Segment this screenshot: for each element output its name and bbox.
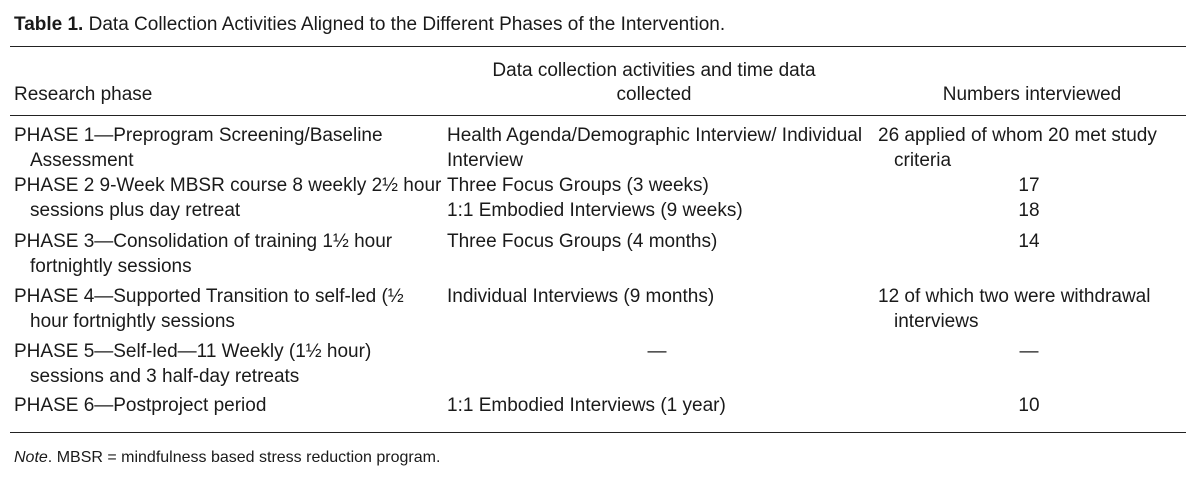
bottom-rule — [10, 432, 1186, 433]
row-activity: — — [647, 341, 667, 362]
row-number: — — [1019, 341, 1039, 362]
header-activities-line2: collected — [616, 84, 692, 105]
table-row — [0, 173, 1200, 229]
table-title: Data Collection Activities Aligned to the Different Phases of the Intervention. — [88, 14, 726, 35]
header-activities — [440, 59, 868, 107]
row-number-item: 17 — [1018, 175, 1040, 196]
row-activity: 1:1 Embodied Interviews (1 year) — [447, 395, 726, 416]
row-activity-item: Three Focus Groups (3 weeks) — [447, 175, 709, 196]
note-label: Note — [14, 449, 48, 466]
table-body — [0, 123, 1200, 423]
header-research-phase: Research phase — [14, 84, 153, 105]
table-note — [14, 447, 440, 469]
row-activity: Health Agenda/Demographic Interview/ Individual Interview — [447, 125, 863, 171]
top-rule — [10, 46, 1186, 47]
table-row — [0, 123, 1200, 173]
row-activity: Three Focus Groups (4 months) — [447, 231, 718, 252]
row-phase: PHASE 4—Supported Transition to self-led (½ hour fortnightly sessions — [14, 286, 404, 332]
row-number: 14 — [1018, 231, 1040, 252]
row-phase: PHASE 1—Preprogram Screening/Baseline Assessment — [14, 125, 383, 171]
table-row — [0, 339, 1200, 393]
table-row — [0, 229, 1200, 284]
row-activity — [447, 173, 867, 223]
row-phase: PHASE 5—Self-led—11 Weekly (1½ hour) sessions and 3 half-day retreats — [14, 341, 372, 387]
table-caption — [14, 13, 725, 37]
row-phase: PHASE 3—Consolidation of training 1½ hour fortnightly sessions — [14, 231, 393, 277]
row-number — [878, 173, 1180, 223]
row-number-item: 18 — [1018, 200, 1040, 221]
header-numbers: Numbers interviewed — [942, 84, 1122, 105]
table-row — [0, 393, 1200, 423]
row-number: 26 applied of whom 20 met study criteria — [878, 125, 1157, 171]
header-rule — [10, 115, 1186, 116]
row-activity-item: 1:1 Embodied Interviews (9 weeks) — [447, 200, 743, 221]
table-label: Table 1. — [14, 14, 84, 35]
row-phase: PHASE 2 9-Week MBSR course 8 weekly 2½ hour sessions plus day retreat — [14, 175, 442, 221]
row-phase: PHASE 6—Postproject period — [14, 395, 267, 416]
header-activities-line1: Data collection activities and time data — [492, 60, 816, 81]
row-number: 12 of which two were withdrawal interviews — [878, 286, 1151, 332]
row-activity: Individual Interviews (9 months) — [447, 286, 715, 307]
table-row — [0, 284, 1200, 339]
row-number: 10 — [1018, 395, 1040, 416]
note-text: . MBSR = mindfulness based stress reduction program. — [47, 449, 441, 466]
